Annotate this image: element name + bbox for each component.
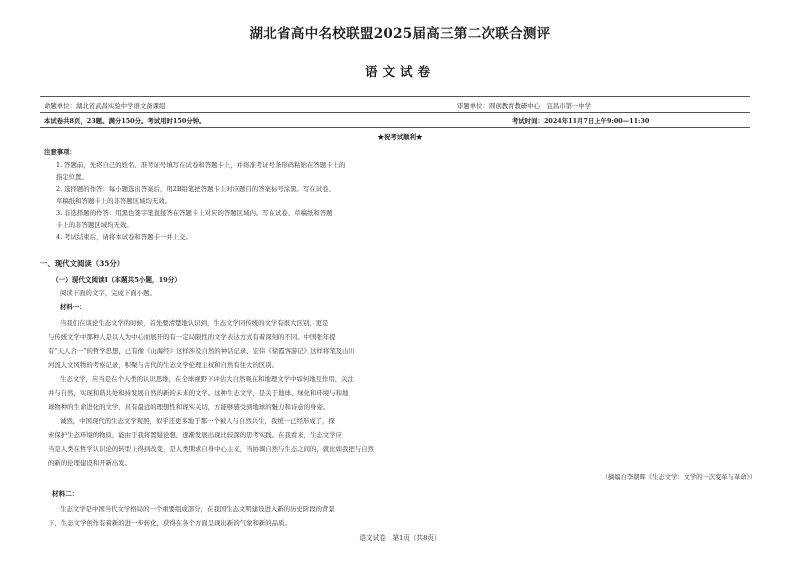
material-1-line: 诚然，中国现代的生态文学观照，似乎还更多地于那一个被人与自然共生，我统一已经形成了，探 [60,417,335,425]
material-1-line: 当我们在谈论生态文学的时候，首先要清楚地认识到，生态文学同传统的文学有很大区别，更是 [60,319,329,327]
material-1-line: 索保护生态环境的物质，能由于我将置疑论想，逐渐发展出现比较深的思考实践。在我看来，生态文学应 [48,431,342,439]
material-2-line: 下，生态文学创作有着新的进一步转化，获得在各个方面呈现出新的气象和新的品质。 [48,519,291,527]
material-1-line: 当是人类在哲学认识论的转型上得到改变，是人类期求自身中心主义，当协调自然与生态之间的，就比如我把与自然 [48,445,374,453]
material-1-line: 生态文学，应当是在个人类的认识思维，在全球视野下评估大自然观在和地理文学中如何地互作用，关注 [60,375,354,383]
paper-info: 本试卷共8页，23题。满分150分。考试用时150分钟。 [44,117,206,125]
proposer-unit: 命题单位：湖北省武昌实验中学语文备课组 [44,102,166,110]
material-1-line: 的新的伦理建设和开新出发。 [48,459,132,467]
page-footer: 语文试卷 第1页（共8页） [359,534,441,542]
notice-line: 4. 考试结束后，请将本试卷和答题卡一并上交。 [56,233,192,241]
reviewer-unit: 审题单位：圆创教育教研中心 宜昌市第一中学 [457,102,592,110]
material-1-source: （摘编自李朝晖《生态文学：文学的一次变革与革命》） [601,474,756,481]
subsection-heading: （一）现代文阅读Ⅰ（本题共5小题，19分） [52,276,181,284]
notice-line: 2. 选择题的作答：每小题选出答案后，用2B铅笔把答题卡上对应题目的答案标号涂黑。写在试卷、 [56,185,335,193]
exam-subtitle: 语文试卷 [364,64,435,79]
material-2-label: 材料二： [52,490,79,498]
notice-line: 1. 答题前，先将自己的姓名、准考证号填写在试卷和答题卡上，并将准考证号条形码粘贴在答题卡上的 [56,161,346,169]
good-luck-banner: ★祝考试顺利★ [377,133,423,141]
material-1-label: 材料一： [60,303,86,311]
section-heading: 一、现代文阅读（35分） [40,259,125,268]
notice-heading: 注意事项： [44,148,76,156]
material-1-line: 与传统文学中那种人是以人为中心而展开的有一定局限性的文学表达方式有着深刻的不同。中国张年提 [48,333,336,341]
material-1-line: 并与自然，实现和谐共处和持发展自然的新的未来的文学。这种生态文学，是关于地球、绿化和环境与和地 [48,389,349,397]
header-rule-bottom [40,127,750,128]
exam-title: 湖北省高中名校联盟2025届高三第二次联合测评 [249,26,551,42]
header-rule-top [40,96,750,97]
notice-line: 3. 非选择题的作答：用黑色签字笔直接答在答题卡上对应的答题区域内。写在试卷、草稿纸和答题 [56,209,333,217]
material-1-line: 球物种的生命进化的文学，具有最远的理想性和现实关切，方能够感受到地球的魅力和诗意的身姿。 [48,403,330,411]
material-1-line: 有“天人合一”的哲学思想，已有像《山海经》这样涉及自然的神话记录、宏伟《徐霞客游记》这样将笔及山川 [48,347,355,355]
reading-instruction: 阅读下面的文字，完成下面小题。 [60,289,156,297]
exam-time: 考试时间：2024年11月7日上午9:00—11:30 [512,117,650,125]
notice-line: 指定位置。 [56,173,88,181]
header-rule-mid [40,112,750,113]
material-2-line: 生态文学是中国当代文学格局的一个重要组成部分，在我国生态文明建设进入新的历史阶段的背景 [60,505,335,513]
material-1-line: 河流人文风物的考察记录，积聚与古代的生态文学伦理主权和自然有往大的区别。 [48,361,279,369]
notice-line: 草稿纸和答题卡上的非答题区域均无效。 [56,197,172,205]
notice-line: 卡上的非答题区域均无效。 [56,221,133,229]
